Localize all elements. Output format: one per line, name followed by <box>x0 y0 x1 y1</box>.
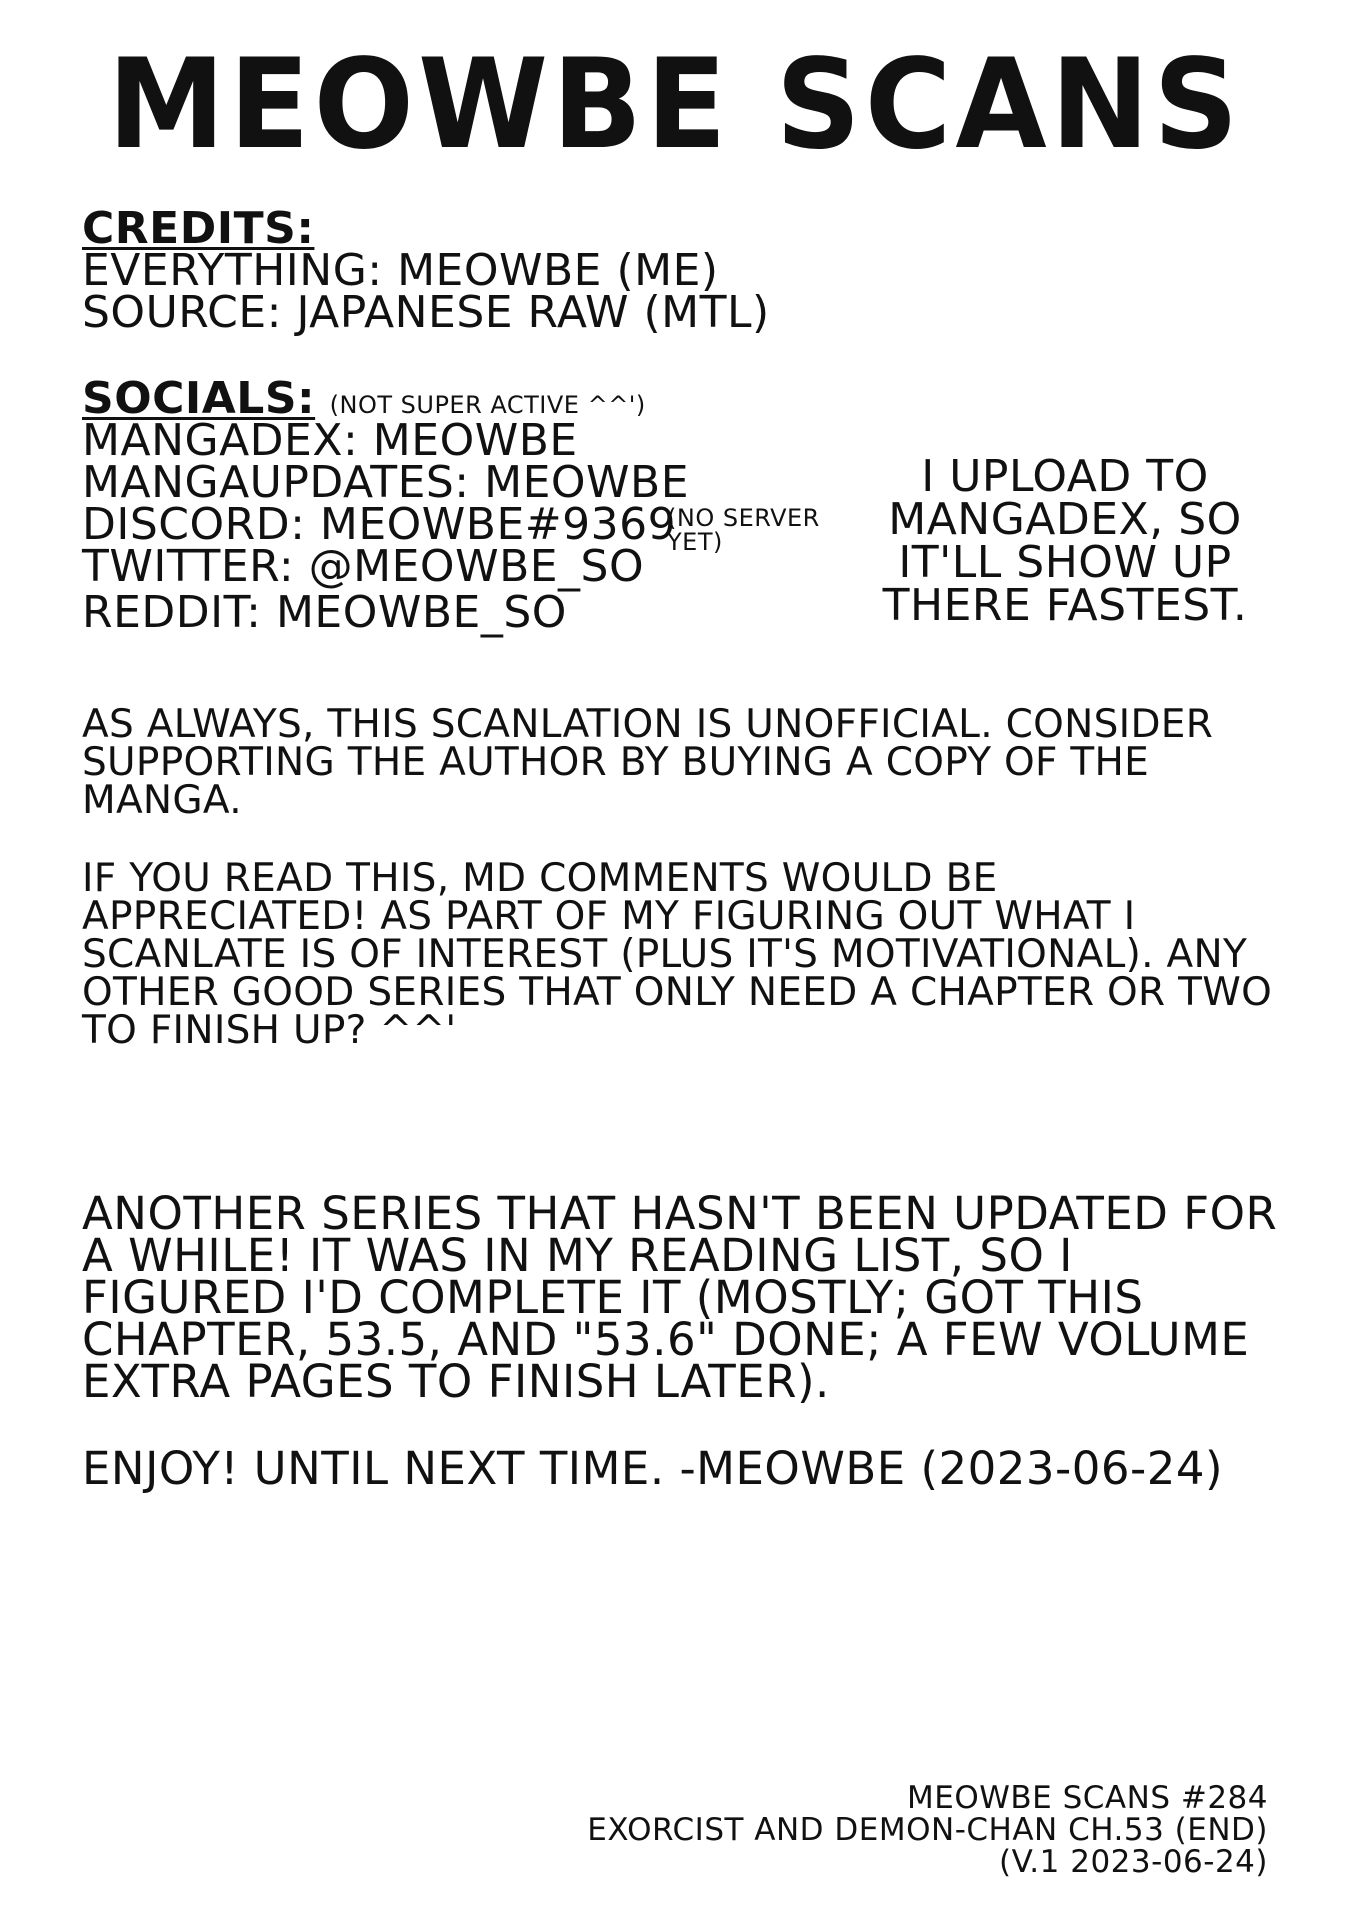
footer-line-version: (V.1 2023-06-24) <box>999 1844 1268 1880</box>
social-reddit: REDDIT: MEOWBE_SO <box>82 587 567 638</box>
paragraph-signoff: ENJOY! UNTIL NEXT TIME. -MEOWBE (2023-06-24) <box>82 1442 1224 1495</box>
footer-line-scan-number: MEOWBE SCANS #284 <box>907 1780 1268 1816</box>
footer-info <box>587 1782 1268 1878</box>
credits-line-everything: EVERYTHING: MEOWBE (ME) <box>82 245 719 296</box>
socials-heading: SOCIALS: <box>82 373 316 424</box>
socials-heading-note: (NOT SUPER ACTIVE ^^') <box>329 391 646 419</box>
socials-section <box>82 373 820 638</box>
social-twitter: TWITTER: @MEOWBE_SO <box>82 541 645 592</box>
social-mangaupdates: MANGAUPDATES: MEOWBE <box>82 457 690 508</box>
paragraph-series: ANOTHER SERIES THAT HASN'T BEEN UPDATED FOR A WHILE! IT WAS IN MY READING LIST, SO I FIGURED I'D COMPLETE IT (MOSTLY; GOT THIS CHAPTER, 53.5, AND "53.6" DONE; A FEW VOLUME EXTRA PAGES TO FINISH LATER). <box>82 1187 1278 1408</box>
social-discord: DISCORD: MEOWBE#9369 <box>82 499 677 550</box>
paragraph-comments: IF YOU READ THIS, MD COMMENTS WOULD BE APPRECIATED! AS PART OF MY FIGURING OUT WHAT I SCANLATE IS OF INTEREST (PLUS IT'S MOTIVATIONAL). ANY OTHER GOOD SERIES THAT ONLY NEED A CHAPTER OR TWO TO FINISH UP? ^^' <box>82 856 1273 1053</box>
social-discord-row <box>82 499 820 556</box>
social-mangadex: MANGADEX: MEOWBE <box>82 415 578 466</box>
socials-heading-row <box>82 373 689 424</box>
discord-note-line1: (NO SERVER <box>667 504 820 532</box>
footer-line-chapter: EXORCIST AND DEMON-CHAN CH.53 (END) <box>587 1812 1268 1848</box>
credits-heading: CREDITS: <box>82 203 315 254</box>
credits-line-source: SOURCE: JAPANESE RAW (MTL) <box>82 287 770 338</box>
credits-section <box>82 203 770 338</box>
upload-note: I UPLOAD TO MANGADEX, SO IT'LL SHOW UP THERE FASTEST. <box>882 451 1248 631</box>
paragraph-unofficial: AS ALWAYS, THIS SCANLATION IS UNOFFICIAL. CONSIDER SUPPORTING THE AUTHOR BY BUYING A COPY OF THE MANGA. <box>82 702 1214 823</box>
discord-note-line2: YET) <box>667 528 723 556</box>
page-title: MEOWBE SCANS <box>107 31 1243 177</box>
discord-note <box>667 506 820 554</box>
